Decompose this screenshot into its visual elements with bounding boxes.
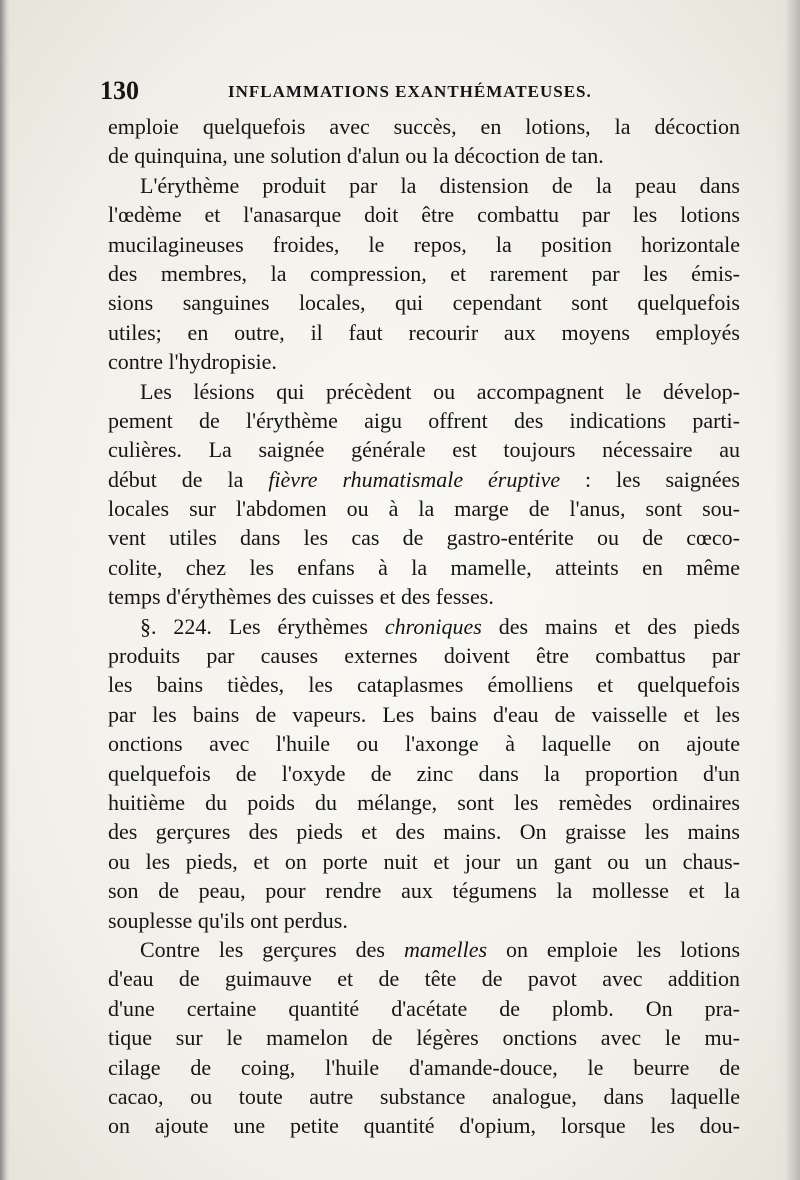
text-line: l'œdème et l'anasarque doit être combattu par les lotions (108, 202, 740, 228)
text-line: cilage de coing, l'huile d'amande-douce, le beurre de (108, 1054, 740, 1080)
text-line: temps d'érythèmes des cuisses et des fesses. (108, 584, 494, 610)
text-line: par les bains de vapeurs. Les bains d'eau de vaisselle et les (108, 701, 740, 727)
text-line: colite, chez les enfans à la mamelle, atteints en même (108, 554, 740, 580)
text-segment: des mains et des pieds (481, 613, 740, 639)
text-line: d'une certaine quantité d'acétate de plomb. On pra- (108, 995, 740, 1021)
text-segment: : les saignées (560, 466, 740, 492)
page-number: 130 (100, 76, 139, 105)
text-line: pement de l'érythème aigu offrent des indications parti- (108, 407, 740, 433)
page-left-edge (0, 0, 10, 1180)
text-line: L'érythème produit par la distension de la peau dans (140, 172, 740, 198)
page-header (100, 76, 740, 106)
text-line: des membres, la compression, et rarement par les émis- (108, 260, 740, 286)
text-line: ou les pieds, et on porte nuit et jour un gant ou un chaus- (108, 848, 740, 874)
page-right-edge (774, 0, 800, 1180)
text-segment: §. 224. Les érythèmes (140, 613, 385, 639)
text-line: de quinquina, une solution d'alun ou la décoction de tan. (108, 143, 604, 169)
text-line: sions sanguines locales, qui cependant sont quelquefois (108, 290, 740, 316)
text-line: mucilagineuses froides, le repos, la position horizontale (108, 231, 740, 257)
text-line: culières. La saignée générale est toujours nécessaire au (108, 437, 740, 463)
text-line (108, 935, 740, 964)
text-line: son de peau, pour rendre aux tégumens la mollesse et la (108, 878, 740, 904)
text-line: locales sur l'abdomen ou à la marge de l'anus, sont sou- (108, 496, 740, 522)
text-line: d'eau de guimauve et de tête de pavot avec addition (108, 966, 740, 992)
text-line: utiles; en outre, il faut recourir aux moyens employés (108, 319, 740, 345)
text-line: cacao, ou toute autre substance analogue, dans laquelle (108, 1083, 740, 1109)
text-line (108, 465, 740, 494)
text-line: emploie quelquefois avec succès, en lotions, la décoction (108, 114, 740, 139)
text-line: vent utiles dans les cas de gastro-entérite ou de cœco- (108, 525, 740, 551)
italic-term: fièvre rhumatismale éruptive (268, 466, 561, 492)
text-line: produits par causes externes doivent être combattus par (108, 643, 740, 669)
text-line: souplesse qu'ils ont perdus. (108, 907, 348, 933)
text-line: tique sur le mamelon de légères onctions avec le mu- (108, 1025, 740, 1051)
text-line: huitième du poids du mélange, sont les remèdes ordinaires (108, 789, 740, 815)
text-segment: début de la (108, 466, 269, 492)
italic-term: mamelles (403, 936, 488, 962)
text-line (108, 612, 740, 641)
text-segment: on emploie les lotions (487, 936, 740, 962)
text-line: onctions avec l'huile ou l'axonge à laquelle on ajoute (108, 731, 740, 757)
text-line: on ajoute une petite quantité d'opium, lorsque les dou- (108, 1113, 740, 1139)
text-segment: Contre les gerçures des (140, 936, 404, 962)
text-line: Les lésions qui précèdent ou accompagnent le dévelop- (140, 378, 740, 404)
italic-term: chroniques (384, 613, 482, 639)
running-head: INFLAMMATIONS EXANTHÉMATEUSES. (228, 82, 592, 101)
text-line: les bains tièdes, les cataplasmes émolliens et quelquefois (108, 672, 740, 698)
text-line: quelquefois de l'oxyde de zinc dans la proportion d'un (108, 760, 740, 786)
text-line: contre l'hydropisie. (108, 349, 277, 375)
body-text (108, 112, 740, 1141)
text-line: des gerçures des pieds et des mains. On graisse les mains (108, 819, 740, 845)
